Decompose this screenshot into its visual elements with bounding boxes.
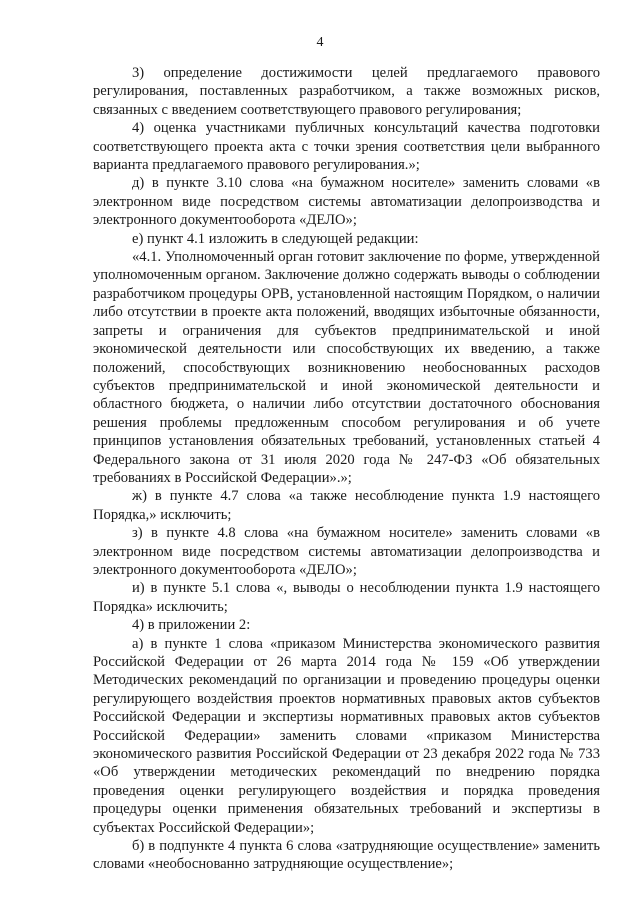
paragraph-appendix-2-item-1: а) в пункте 1 слова «приказом Министерства экономического развития Российской Федерации от 26 марта 2014 года № 159 «Об утверждении Методических рекомендаций по организации и проведению процедуры оценки регулирующего воздействия проектов нормативных правовых актов субъектов Российской Федерации и экспертизы нормативных правовых актов субъектов Российской Федерации» заменить словами «приказом Министерства экономического развития Российской Федерации от 23 декабря 2022 года № 733 «Об утверждении методических рекомендаций по внедрению порядка проведения оценки регулирующего воздействия и порядка проведения процедуры оценки применения обязательных требований и экспертизы в субъектах Российской Федерации»; — [93, 635, 600, 836]
paragraph-item-3-10: д) в пункте 3.10 слова «на бумажном носителе» заменить словами «в электронном виде посредством системы автоматизации делопроизводства и электронного документооборота «ДЕЛО»; — [93, 175, 600, 229]
paragraph-item-5-1: и) в пункте 5.1 слова «, выводы о несоблюдении пункта 1.9 настоящего Порядка» исключить; — [93, 580, 600, 615]
paragraph-consultation-assessment: 4) оценка участниками публичных консультаций качества подготовки соответствующего проекта акта с точки зрения соответствия цели выбранного варианта предлагаемого правового регулирования.»; — [93, 120, 600, 174]
paragraph-goal-achievability: 3) определение достижимости целей предлагаемого правового регулирования, поставленных разработчиком, а также возможных рисков, связанных с введением соответствующего правового регулирования; — [93, 65, 600, 118]
paragraph-item-4-1-intro: е) пункт 4.1 изложить в следующей редакции: — [132, 230, 419, 247]
page-number: 4 — [316, 35, 324, 50]
paragraph-item-4-8: з) в пункте 4.8 слова «на бумажном носителе» заменить словами «в электронном виде посредством системы автоматизации делопроизводства и электронного документооборота «ДЕЛО»; — [93, 525, 600, 578]
paragraph-appendix-2: 4) в приложении 2: — [132, 617, 251, 634]
paragraph-appendix-2-item-6: б) в подпункте 4 пункта 6 слова «затрудняющие осуществление» заменить словами «необоснованно затрудняющие осуществление»; — [93, 838, 600, 873]
document-body — [93, 64, 600, 874]
paragraph-item-4-1-text: «4.1. Уполномоченный орган готовит заключение по форме, утвержденной уполномоченным органом. Заключение должно содержать выводы о соблюдении разработчиком процедуры ОРВ, установленной настоящим Порядком, о наличии либо отсутствии в проекте акта положений, вводящих избыточные обязанности, запреты и ограничения для субъектов предпринимательской и иной экономической деятельности или способствующих их введению, а также положений, способствующих возникновению необоснованных расходов субъектов предпринимательской и иной экономической деятельности и областного бюджета, о наличии либо отсутствии достаточного обоснования решения проблемы предложенным способом регулирования и об учете принципов установления обязательных требований, установленных статьей 4 Федерального закона от 31 июля 2020 года № 247-ФЗ «Об обязательных требованиях в Российской Федерации».»; — [93, 249, 600, 486]
paragraph-item-4-7: ж) в пункте 4.7 слова «а также несоблюдение пункта 1.9 настоящего Порядка,» исключить; — [93, 488, 600, 523]
